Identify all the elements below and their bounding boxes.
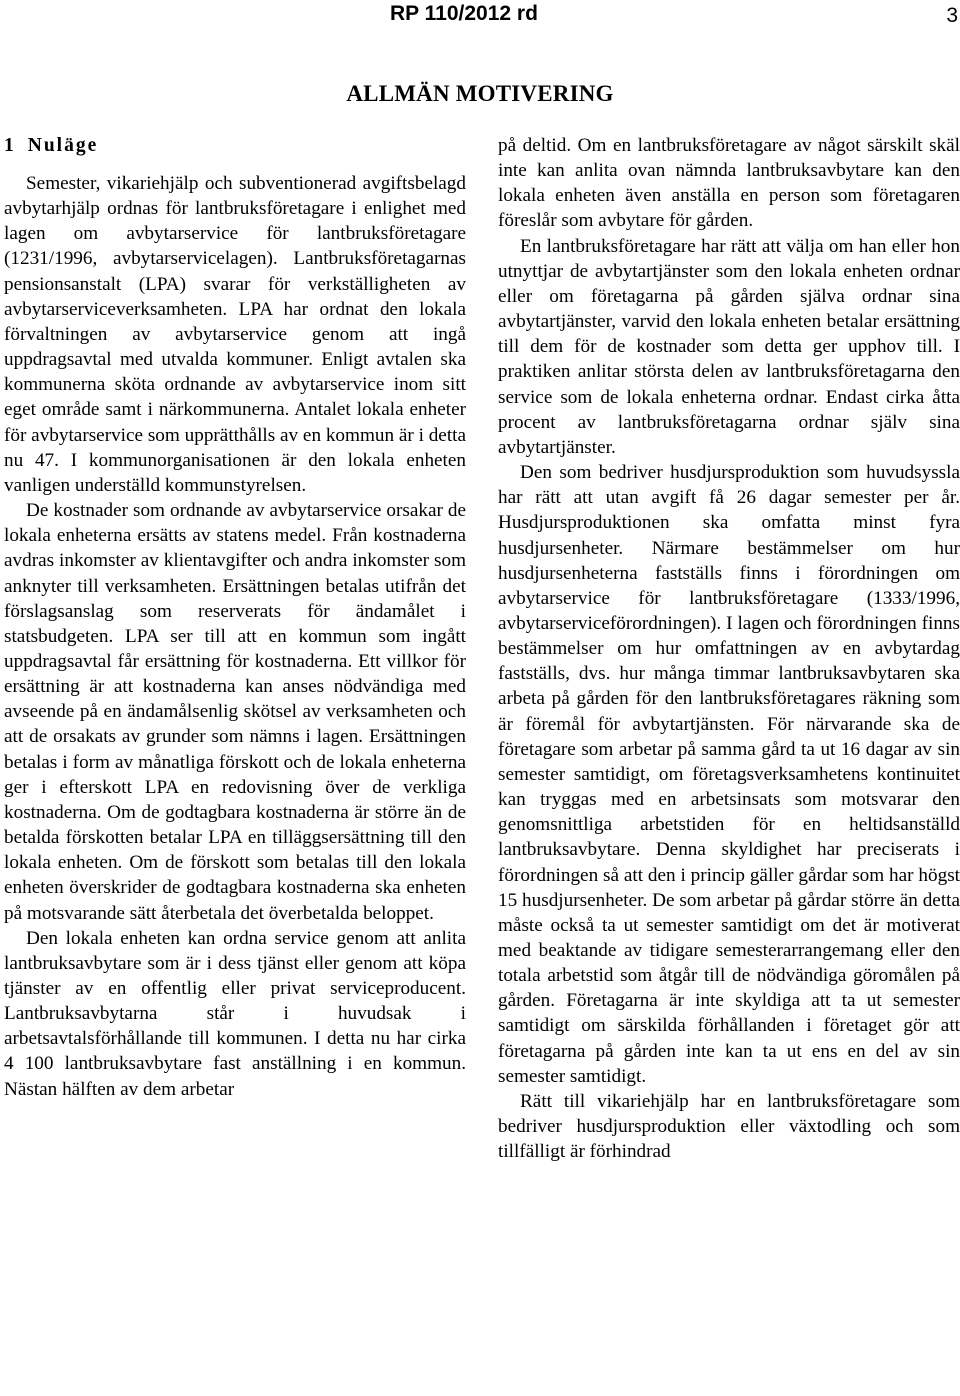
right-column	[498, 133, 960, 1164]
paragraph: Den lokala enheten kan ordna service genom att anlita lantbruksavbytare som är i dess tjänst eller genom att köpa tjänster av en offentlig eller privat serviceproducent. Lantbruksavbytarna står i huvudsak i arbetsavtalsförhållande till kommunen. I detta nu har cirka 4 100 lantbruksavbytare fast anställning i en kommun. Nästan hälften av dem arbetar	[4, 927, 466, 1100]
page-number: 3	[946, 4, 958, 27]
paragraph: på deltid. Om en lantbruksföretagare av något särskilt skäl inte kan anlita ovan nämnda lantbruksavbytare kan den lokala enheten även anställa en person som företagaren föreslår som avbytare för gården.	[498, 135, 960, 232]
left-column	[4, 132, 466, 1102]
section-title: Nuläge	[27, 135, 99, 156]
paragraph: Semester, vikariehjälp och subventionerad avgiftsbelagd avbytarhjälp ordnas för lantbruksföretagare i enlighet med lagen om avbytarservice för lantbruksföretagare (1231/1996, avbytarservicelagen). Lantbruksföretagarnas pensionsanstalt (LPA) svarar för verkställigheten av avbytarserviceverksamheten. LPA har ordnat den lokala förvaltningen av avbytarservice genom att ingå uppdragsavtal med utvalda kommuner. Enligt avtalen ska kommunerna sköta ordnande av avbytarservice inom sitt eget område samt i närkommunerna. Antalet lokala enheter för avbytarservice som upprätthålls av en kommun är i detta nu 47. I kommunorganisationen är den lokala enheten vanligen underställd kommunstyrelsen.	[4, 173, 466, 496]
paragraph: De kostnader som ordnande av avbytarservice orsakar de lokala enheterna ersätts av statens medel. Från kostnaderna avdras inkomster av klientavgifter och andra inkomster som anknyter till verksamheten. Ersättningen betalas utifrån det förslagsanslag som reserverats för ändamålet i statsbudgeten. LPA ser till att en kommun som ingått uppdragsavtal får ersättning för kostnaderna. Ett villkor för ersättning är att kostnaderna kan anses nödvändiga med avseende på en ändamålsenlig skötsel av verksamheten och att de orsakats av grunder som nämns i lagen. Ersättningen betalas i form av månatliga förskott och de lokala enheterna ger i efterskott LPA en redovisning över de verkliga kostnaderna. Om de godtagbara kostnaderna är större än de betalda förskotten betalar LPA en tilläggsersättning till den lokala enheten. Om de förskott som betalas till den lokala enheten överskrider de godtagbara kostnaderna ska enheten på motsvarande sätt återbetala det överbetalda beloppet.	[4, 500, 466, 924]
page-header	[0, 0, 960, 36]
chapter-heading	[0, 81, 960, 107]
section-heading	[4, 132, 466, 159]
paragraph: Rätt till vikariehjälp har en lantbruksföretagare som bedriver husdjursproduktion eller växtodling och som tillfälligt är förhindrad	[498, 1090, 960, 1163]
paragraph: En lantbruksföretagare har rätt att välja om han eller hon utnyttjar de avbytartjänster som den lokala enheten ordnar eller om företagarna på gården själva ordnar sina avbytartjänster, varvid den lokala enheten betalar ersättning till dem för de kostnader som detta ger upphov till. I praktiken anlitar största delen av lantbruksföretagarna den service som de lokala enheterna ordnar. Endast cirka åtta procent av lantbruksföretagarna ordnar själv sina avbytartjänster.	[498, 235, 960, 458]
paragraph: Den som bedriver husdjursproduktion som huvudsyssla har rätt att utan avgift få 26 dagar semester per år. Husdjursproduktionen ska omfatta minst fyra husdjursenheter. Närmare bestämmelser om hur husdjursenheterna fastställs finns i förordningen om avbytarservice för lantbruksföretagare (1333/1996, avbytarserviceförordningen). I lagen och förordningen finns bestämmelser om hur omfattningen av en avbytardag fastställs, dvs. hur många timmar lantbruksavbytaren ska arbeta på gården för den lantbruksföretagares räkning som är föremål för avbytartjänsten. För närvarande ska de företagare som arbetar på samma gård ta ut 16 dagar av sin semester samtidigt, om företagsverksamhetens kontinuitet kan tryggas med en arbetsinsats som motsvarar den genomsnittliga arbetstiden för en heltidsanställd lantbruksavbytare. Denna skyldighet har preciserats i förordningen så att den i princip gäller gårdar som har högst 15 husdjursenheter. De som arbetar på gårdar större än detta måste också ta ut semester samtidigt om det är motiverat med beaktande av tidigare semesterarrangemang eller den totala arbetstid som åtgår till de nödvändiga göromålen på gården. Företagarna är inte skyldiga att ta ut semester samtidigt om särskilda förhållanden i företaget gör att företagarna på gården inte kan ta ut ens en del av sin semester samtidigt.	[498, 462, 960, 1087]
chapter-title: ALLMÄN MOTIVERING	[346, 81, 614, 106]
section-number: 1	[4, 135, 14, 156]
document-id: RP 110/2012 rd	[390, 2, 538, 25]
